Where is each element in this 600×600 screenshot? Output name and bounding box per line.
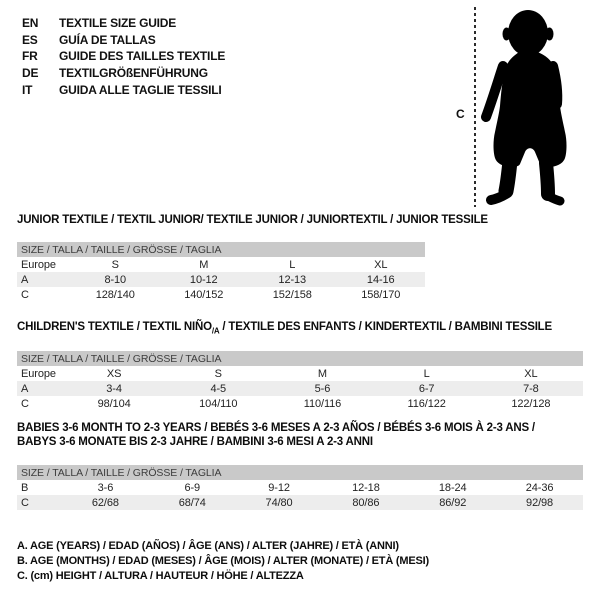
cell: 128/140 bbox=[95, 288, 135, 301]
toddler-silhouette bbox=[478, 6, 582, 210]
cell: 5-6 bbox=[270, 381, 374, 396]
lang-code: EN bbox=[22, 16, 39, 30]
cell: 12-13 bbox=[248, 272, 337, 287]
size-header: SIZE / TALLA / TAILLE / GRÖSSE / TAGLIA bbox=[17, 242, 425, 257]
junior-section-title: JUNIOR TEXTILE / TEXTIL JUNIOR/ TEXTILE JUNIOR / JUNIORTEXTIL / JUNIOR TESSILE bbox=[17, 214, 488, 226]
table-row-height bbox=[17, 495, 583, 510]
row-label: C bbox=[21, 288, 29, 301]
silhouette-foot-right bbox=[548, 196, 560, 201]
cell: 92/98 bbox=[496, 495, 583, 510]
table-row-europe bbox=[17, 366, 583, 381]
cell: S bbox=[111, 258, 119, 271]
row-label: Europe bbox=[21, 367, 56, 380]
silhouette-arm-right bbox=[553, 66, 557, 104]
cell: 6-7 bbox=[375, 381, 479, 396]
cell: 12-18 bbox=[352, 481, 380, 494]
table-row-height bbox=[17, 287, 425, 302]
table-row-height bbox=[17, 396, 583, 411]
children-title-subscript: /A bbox=[211, 326, 220, 336]
table-row-age bbox=[17, 272, 425, 287]
lang-row-it bbox=[22, 82, 225, 99]
cell: 140/152 bbox=[184, 288, 224, 301]
cell: 152/158 bbox=[272, 288, 312, 301]
lang-label: TEXTILE SIZE GUIDE bbox=[59, 16, 177, 30]
row-label: A bbox=[17, 381, 62, 396]
lang-label: TEXTILGRÖßENFÜHRUNG bbox=[59, 66, 208, 81]
cell: S bbox=[214, 367, 222, 380]
cell: 10-12 bbox=[160, 272, 249, 287]
cell: 3-6 bbox=[97, 481, 114, 494]
lang-code: DE bbox=[22, 66, 39, 81]
legend-line-c: C. (cm) HEIGHT / ALTURA / HAUTEUR / HÖHE / ALTEZZA bbox=[17, 570, 304, 582]
cell: 7-8 bbox=[479, 381, 583, 396]
cell: 4-5 bbox=[166, 381, 270, 396]
lang-row-de bbox=[22, 65, 225, 82]
cell: 86/92 bbox=[409, 495, 496, 510]
size-header-row bbox=[17, 465, 583, 480]
row-label: B bbox=[21, 481, 29, 494]
lang-code: IT bbox=[22, 82, 33, 97]
silhouette-leg-right bbox=[546, 163, 548, 194]
cell: 3-4 bbox=[62, 381, 166, 396]
size-header: SIZE / TALLA / TAILLE / GRÖSSE / TAGLIA bbox=[17, 351, 583, 366]
babies-section-title-line2: BABYS 3-6 MONATE BIS 2-3 JAHRE / BAMBINI 3-6 MESI A 2-3 ANNI bbox=[17, 436, 373, 448]
cell: 158/170 bbox=[361, 288, 401, 301]
babies-section-title-line1: BABIES 3-6 MONTH TO 2-3 YEARS / BEBÉS 3-6 MESES A 2-3 AÑOS / BÉBÉS 3-6 MOIS À 2-3 ANS / bbox=[17, 422, 535, 434]
cell: 9-12 bbox=[268, 481, 290, 494]
junior-size-table bbox=[17, 242, 425, 302]
language-title-block bbox=[22, 15, 225, 99]
size-header: SIZE / TALLA / TAILLE / GRÖSSE / TAGLIA bbox=[17, 465, 583, 480]
cell: 8-10 bbox=[71, 272, 160, 287]
legend bbox=[17, 539, 429, 584]
lang-row-en bbox=[22, 15, 225, 32]
cell: 14-16 bbox=[337, 272, 426, 287]
table-row-age bbox=[17, 381, 583, 396]
legend-line-a: A. AGE (YEARS) / EDAD (AÑOS) / ÂGE (ANS) / ALTER (JAHRE) / ETÀ (ANNI) bbox=[17, 540, 399, 552]
lang-row-fr bbox=[22, 48, 225, 65]
cell: XL bbox=[524, 367, 538, 380]
cell: 116/122 bbox=[407, 397, 446, 410]
cell: XL bbox=[374, 258, 388, 271]
cell: 110/116 bbox=[303, 397, 342, 410]
cell: 98/104 bbox=[97, 397, 131, 410]
lang-row-es bbox=[22, 32, 225, 49]
babies-section bbox=[17, 421, 583, 510]
cell: M bbox=[317, 367, 327, 380]
children-size-table bbox=[17, 351, 583, 411]
row-label: A bbox=[17, 272, 71, 287]
lang-label: GUIDA ALLE TAGLIE TESSILI bbox=[59, 82, 222, 97]
cell: L bbox=[423, 367, 430, 380]
cell: 104/110 bbox=[199, 397, 238, 410]
junior-section bbox=[17, 213, 583, 302]
silhouette-ear-left bbox=[503, 28, 511, 41]
lang-code: FR bbox=[22, 49, 38, 64]
cell: 24-36 bbox=[525, 481, 554, 494]
silhouette-head bbox=[508, 10, 548, 56]
cell: 80/86 bbox=[322, 495, 409, 510]
cell: M bbox=[199, 258, 209, 271]
size-header-row bbox=[17, 242, 425, 257]
row-label: Europe bbox=[21, 258, 56, 271]
silhouette-leg-left bbox=[506, 161, 510, 191]
size-header-row bbox=[17, 351, 583, 366]
cell: 6-9 bbox=[184, 481, 201, 494]
legend-line-b: B. AGE (MONTHS) / EDAD (MESES) / ÂGE (MOIS) / ALTER (MONATE) / ETÀ (MESI) bbox=[17, 555, 429, 567]
silhouette-ear-right bbox=[546, 28, 554, 41]
cell: 68/74 bbox=[149, 495, 236, 510]
cell: 74/80 bbox=[236, 495, 323, 510]
height-measure-label: C bbox=[456, 107, 465, 121]
height-measure-dashed-line bbox=[474, 7, 476, 207]
lang-label: GUÍA DE TALLAS bbox=[59, 32, 156, 47]
row-label: C bbox=[17, 495, 62, 510]
cell: 122/128 bbox=[511, 397, 551, 410]
silhouette-foot-left bbox=[491, 194, 506, 200]
cell: 18-24 bbox=[438, 481, 467, 494]
lang-code: ES bbox=[22, 32, 38, 47]
cell: L bbox=[289, 258, 296, 271]
table-row-age-months bbox=[17, 480, 583, 495]
children-title-suffix: / TEXTILE DES ENFANTS / KINDERTEXTIL / BAMBINI TESSILE bbox=[219, 321, 552, 333]
cell: 62/68 bbox=[62, 495, 149, 510]
children-title-prefix: CHILDREN'S TEXTILE / TEXTIL NIÑO bbox=[17, 321, 212, 333]
table-row-europe bbox=[17, 257, 425, 272]
row-label: C bbox=[21, 397, 29, 410]
cell: XS bbox=[106, 367, 122, 380]
children-section-title bbox=[17, 320, 583, 338]
lang-label: GUIDE DES TAILLES TEXTILE bbox=[59, 49, 226, 64]
babies-size-table bbox=[17, 465, 583, 510]
children-section bbox=[17, 320, 583, 411]
